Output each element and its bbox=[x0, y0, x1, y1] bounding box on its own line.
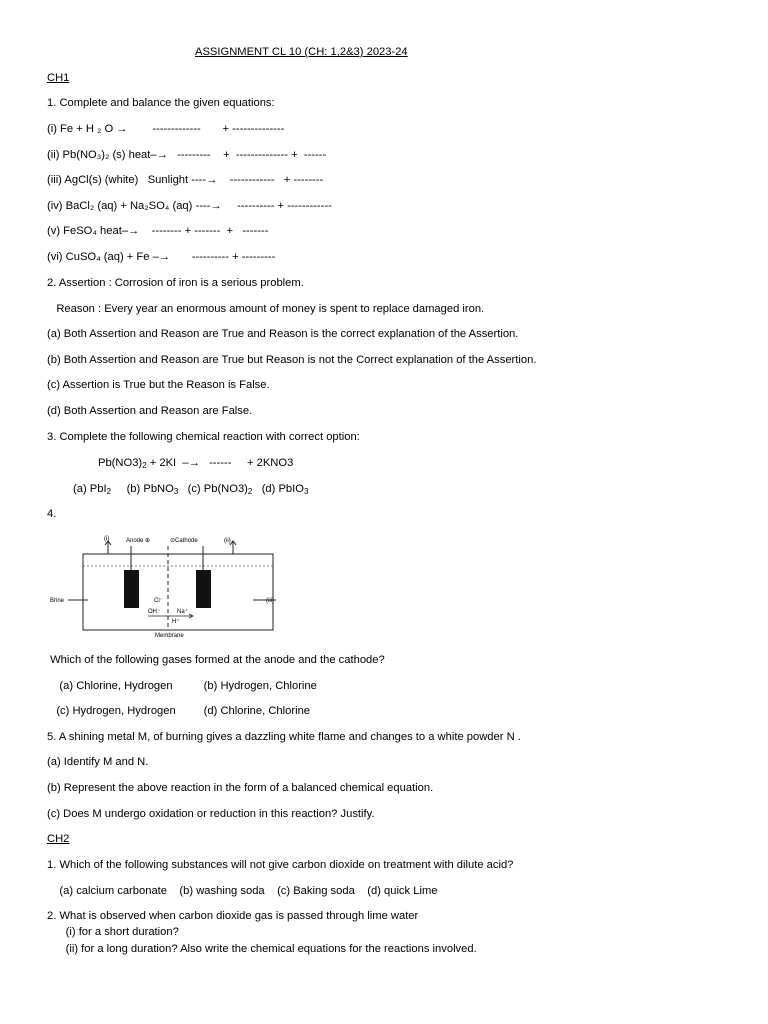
q3-heading: 3. Complete the following chemical reaction with correct option: bbox=[47, 431, 360, 443]
q3-options bbox=[73, 482, 308, 496]
q3-option-d-sub: 3 bbox=[303, 487, 309, 496]
ch2-q2-part-i: (i) for a short duration? bbox=[47, 926, 179, 938]
chapter-heading-ch2: CH2 bbox=[47, 833, 70, 845]
q1-heading: 1. Complete and balance the given equations: bbox=[47, 97, 275, 109]
page-title: ASSIGNMENT CL 10 (CH: 1,2&3) 2023-24 bbox=[195, 46, 408, 58]
q1-equation-v: (v) FeSO₄ heat–→ -------- + ------- + ------- bbox=[47, 225, 269, 237]
q2-assertion: 2. Assertion : Corrosion of iron is a serious problem. bbox=[47, 277, 304, 289]
q2-option-a: (a) Both Assertion and Reason are True and Reason is the correct explanation of the Assertion. bbox=[47, 328, 519, 340]
chapter-heading-ch1: CH1 bbox=[47, 72, 70, 84]
q5-part-a: (a) Identify M and N. bbox=[47, 756, 149, 768]
q3-eq-subscript: 2 bbox=[142, 461, 147, 470]
ch2-q2-part-ii: (ii) for a long duration? Also write the chemical equations for the reactions involved. bbox=[47, 943, 477, 955]
q3-equation bbox=[98, 456, 293, 470]
q3-option-c: (c) Pb(NO3) bbox=[187, 483, 248, 495]
diagram-label-h: H⁺ bbox=[172, 619, 180, 625]
q5-part-c: (c) Does M undergo oxidation or reduction in this reaction? Justify. bbox=[47, 808, 375, 820]
q1-equation-vi: (vi) CuSO₄ (aq) + Fe –→ ---------- + --------- bbox=[47, 251, 276, 263]
q5-heading: 5. A shining metal M, of burning gives a dazzling white flame and changes to a white powder N . bbox=[47, 731, 521, 743]
q2-option-c: (c) Assertion is True but the Reason is False. bbox=[47, 379, 270, 391]
diagram-label-ii: (ii) bbox=[224, 538, 231, 544]
q4-number: 4. bbox=[47, 508, 57, 520]
diagram-label-cathode: ⊝Cathode bbox=[170, 538, 198, 544]
q3-option-d: (d) PbIO bbox=[261, 483, 304, 495]
q1-equation-ii: (ii) Pb(NO₃)₂ (s) heat–→ --------- + -------------- + ------ bbox=[47, 149, 327, 161]
q4-question: Which of the following gases formed at the anode and the cathode? bbox=[47, 654, 385, 666]
q3-option-a: (a) PbI bbox=[73, 483, 107, 495]
ch2-q1-heading: 1. Which of the following substances will not give carbon dioxide on treatment with dilute acid? bbox=[47, 859, 514, 871]
q3-option-b-sub: 3 bbox=[173, 487, 179, 496]
q1-equation-i: (i) Fe + H ₂ O → ------------- + -------------- bbox=[47, 123, 285, 135]
diagram-label-iii: (iii) bbox=[266, 598, 274, 604]
diagram-label-cl: Cl⁻ bbox=[154, 598, 163, 604]
ch2-q2-heading: 2. What is observed when carbon dioxide gas is passed through lime water bbox=[47, 910, 419, 922]
diagram-label-membrane: Membrane bbox=[155, 633, 184, 639]
diagram-label-oh: OH⁻ bbox=[148, 609, 161, 615]
ch2-q1-options: (a) calcium carbonate (b) washing soda (c) Baking soda (d) quick Lime bbox=[47, 885, 438, 897]
q2-reason: Reason : Every year an enormous amount of money is spent to replace damaged iron. bbox=[47, 303, 485, 315]
q3-option-b: (b) PbNO bbox=[126, 483, 174, 495]
q3-option-c-sub: 2 bbox=[247, 487, 253, 496]
diagram-label-brine: Brine bbox=[50, 598, 65, 604]
q4-options-row-1: (a) Chlorine, Hydrogen (b) Hydrogen, Chlorine bbox=[47, 680, 317, 692]
q1-equation-iv: (iv) BaCl₂ (aq) + Na₂SO₄ (aq) ----→ ---------- + ------------ bbox=[47, 200, 332, 212]
electrolysis-cell-diagram bbox=[48, 532, 288, 642]
q2-option-d: (d) Both Assertion and Reason are False. bbox=[47, 405, 253, 417]
q3-option-a-sub: 2 bbox=[106, 487, 112, 496]
q4-options-row-2: (c) Hydrogen, Hydrogen (d) Chlorine, Chlorine bbox=[47, 705, 311, 717]
q3-eq-right: + 2KI –→ ------ + 2KNO3 bbox=[146, 457, 294, 469]
q3-eq-left: Pb(NO3) bbox=[98, 457, 143, 469]
diagram-label-anode: Anode ⊕ bbox=[126, 538, 151, 544]
q5-part-b: (b) Represent the above reaction in the form of a balanced chemical equation. bbox=[47, 782, 434, 794]
q2-option-b: (b) Both Assertion and Reason are True but Reason is not the Correct explanation of the Assertion. bbox=[47, 354, 537, 366]
q1-equation-iii: (iii) AgCl(s) (white) Sunlight ----→ ------------ + -------- bbox=[47, 174, 324, 186]
diagram-label-i: (i) bbox=[104, 536, 110, 542]
diagram-label-na: Na⁺ bbox=[177, 609, 188, 615]
